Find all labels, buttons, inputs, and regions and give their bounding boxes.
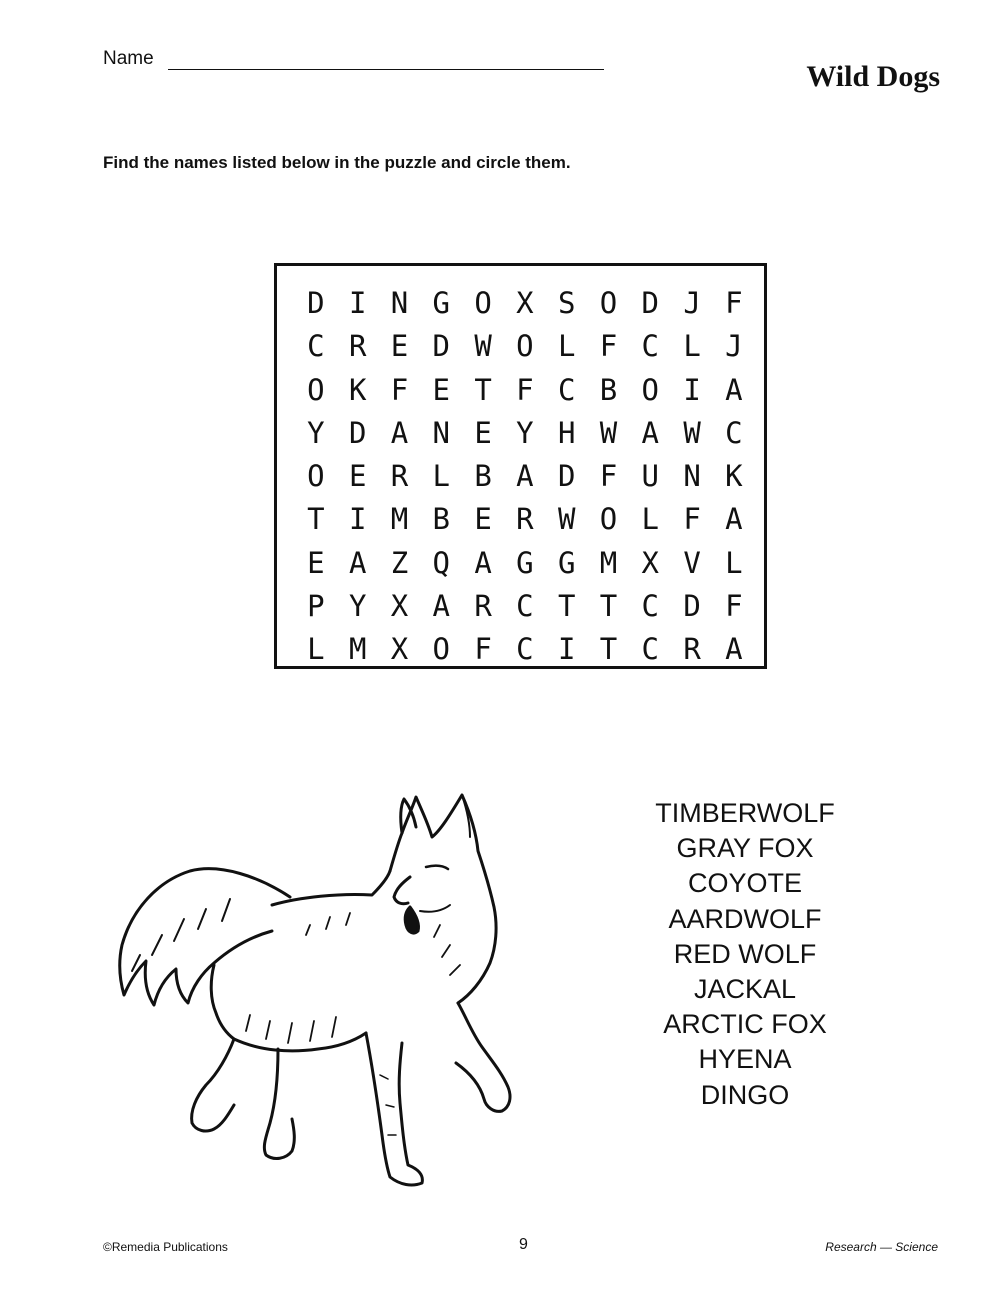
letter-cell[interactable]: W (599, 415, 618, 450)
letter-cell[interactable]: O (474, 286, 492, 320)
letter-cell[interactable]: R (348, 329, 367, 364)
letter-cell[interactable]: J (683, 286, 701, 320)
letter-cell[interactable]: D (641, 286, 659, 320)
letter-cell[interactable]: C (725, 415, 743, 450)
letter-cell[interactable]: S (557, 286, 576, 320)
letter-cell[interactable]: A (641, 415, 659, 450)
letter-cell[interactable]: O (307, 459, 325, 494)
letter-cell[interactable]: D (432, 329, 451, 364)
letter-cell[interactable]: A (390, 415, 409, 450)
letter-cell[interactable]: K (725, 459, 743, 494)
letter-cell[interactable]: M (348, 632, 367, 667)
letter-cell[interactable]: O (641, 372, 659, 407)
letter-cell[interactable]: W (474, 329, 492, 364)
letter-cell[interactable]: C (516, 589, 534, 624)
letter-grid (295, 282, 755, 672)
letter-cell[interactable]: L (307, 632, 325, 667)
letter-cell[interactable]: Y (348, 589, 367, 624)
letter-cell[interactable]: Y (516, 415, 534, 450)
letter-cell[interactable]: F (683, 502, 701, 537)
letter-cell[interactable]: E (390, 329, 409, 364)
letter-cell[interactable]: I (348, 286, 367, 320)
letter-cell[interactable]: L (557, 329, 576, 364)
word-list-item: TIMBERWOLF (655, 798, 835, 828)
letter-cell[interactable]: G (432, 286, 451, 320)
word-list-item: DINGO (700, 1079, 790, 1110)
letter-cell[interactable]: H (557, 415, 576, 450)
letter-cell[interactable]: O (432, 632, 451, 667)
letter-cell[interactable]: D (307, 286, 325, 320)
letter-cell[interactable]: M (599, 545, 618, 580)
letter-cell[interactable]: L (641, 502, 659, 537)
letter-cell[interactable]: O (599, 286, 618, 320)
wolf-drawing-icon (110, 785, 530, 1205)
letter-cell[interactable]: T (599, 589, 618, 624)
word-list-item: ARCTIC FOX (663, 1009, 827, 1040)
letter-cell[interactable]: A (516, 459, 534, 494)
letter-cell[interactable]: E (474, 502, 492, 537)
publisher-credit: ©Remedia Publications (103, 1240, 228, 1254)
letter-cell[interactable]: F (599, 329, 618, 364)
series-label: Research — Science (825, 1240, 938, 1254)
letter-cell[interactable]: P (307, 589, 325, 624)
name-line[interactable] (168, 49, 604, 70)
letter-cell[interactable]: I (348, 502, 367, 537)
word-list-item: GRAY FOX (676, 833, 814, 864)
letter-cell[interactable]: R (683, 632, 701, 667)
name-row (103, 48, 604, 70)
letter-cell[interactable]: J (725, 329, 743, 364)
letter-cell[interactable]: X (390, 589, 409, 624)
letter-cell[interactable]: A (725, 372, 743, 407)
letter-cell[interactable]: A (432, 589, 451, 624)
letter-cell[interactable]: T (474, 372, 492, 407)
letter-cell[interactable]: Q (432, 545, 451, 580)
letter-cell[interactable]: A (474, 545, 492, 580)
letter-cell[interactable]: T (307, 502, 325, 537)
letter-cell[interactable]: O (516, 329, 534, 364)
letter-cell[interactable]: R (390, 459, 409, 494)
word-list-item: JACKAL (693, 974, 797, 1005)
letter-cell[interactable]: W (557, 502, 576, 537)
word-search-puzzle (274, 263, 767, 669)
letter-cell[interactable]: C (516, 632, 534, 667)
letter-cell[interactable]: X (641, 545, 659, 580)
letter-cell[interactable]: F (725, 286, 743, 320)
letter-cell[interactable]: D (557, 459, 576, 494)
letter-cell[interactable]: E (432, 372, 451, 407)
letter-cell[interactable]: Z (390, 545, 409, 580)
letter-cell[interactable]: F (390, 372, 409, 407)
letter-cell[interactable]: A (725, 502, 743, 537)
letter-cell[interactable]: F (516, 372, 534, 407)
letter-cell[interactable]: N (683, 459, 701, 494)
letter-cell[interactable]: T (557, 589, 576, 624)
letter-cell[interactable]: C (557, 372, 576, 407)
letter-cell[interactable]: G (516, 545, 534, 580)
letter-cell[interactable]: L (683, 329, 701, 364)
letter-cell[interactable]: R (516, 502, 534, 537)
letter-cell[interactable]: B (599, 372, 618, 407)
letter-cell[interactable]: A (725, 632, 743, 667)
letter-cell[interactable]: X (390, 632, 409, 667)
letter-cell[interactable]: B (432, 502, 451, 537)
name-label: Name (103, 48, 154, 69)
letter-cell[interactable]: C (307, 329, 325, 364)
letter-cell[interactable]: B (474, 459, 492, 494)
letter-cell[interactable]: E (474, 415, 492, 450)
letter-cell[interactable]: V (683, 545, 701, 580)
letter-cell[interactable]: F (474, 632, 492, 667)
letter-cell[interactable]: E (307, 545, 325, 580)
letter-cell[interactable]: T (599, 632, 618, 667)
letter-cell[interactable]: F (725, 589, 743, 624)
letter-cell[interactable]: A (348, 545, 367, 580)
letter-cell[interactable]: U (641, 459, 659, 494)
letter-cell[interactable]: M (390, 502, 409, 537)
letter-cell[interactable]: C (641, 632, 659, 667)
letter-cell[interactable]: X (516, 286, 534, 320)
letter-cell[interactable]: G (557, 545, 576, 580)
word-list-item: HYENA (698, 1044, 792, 1075)
letter-cell[interactable]: R (474, 589, 492, 624)
letter-cell[interactable]: D (348, 415, 367, 450)
page-number: 9 (519, 1236, 528, 1253)
word-list-item: AARDWOLF (668, 903, 822, 934)
word-list-item: RED WOLF (673, 938, 817, 969)
page-title: Wild Dogs (806, 60, 940, 93)
letter-cell[interactable]: C (641, 589, 659, 624)
letter-cell[interactable]: C (641, 329, 659, 364)
letter-cell[interactable]: O (599, 502, 618, 537)
letter-cell[interactable]: I (557, 632, 576, 667)
letter-cell[interactable]: D (683, 589, 701, 624)
letter-cell[interactable]: Y (307, 415, 325, 450)
letter-cell[interactable]: F (599, 459, 618, 494)
letter-cell[interactable]: O (307, 372, 325, 407)
instructions: Find the names listed below in the puzzle and circle them. (103, 153, 571, 172)
letter-cell[interactable]: E (348, 459, 367, 494)
letter-cell[interactable]: W (683, 415, 701, 450)
letter-cell[interactable]: N (432, 415, 451, 450)
letter-cell[interactable]: L (432, 459, 451, 494)
letter-cell[interactable]: I (683, 372, 701, 407)
word-list (645, 796, 845, 1113)
word-list-item: COYOTE (687, 868, 802, 899)
letter-cell[interactable]: N (390, 286, 409, 320)
letter-cell[interactable]: L (725, 545, 743, 580)
letter-cell[interactable]: K (348, 372, 367, 407)
